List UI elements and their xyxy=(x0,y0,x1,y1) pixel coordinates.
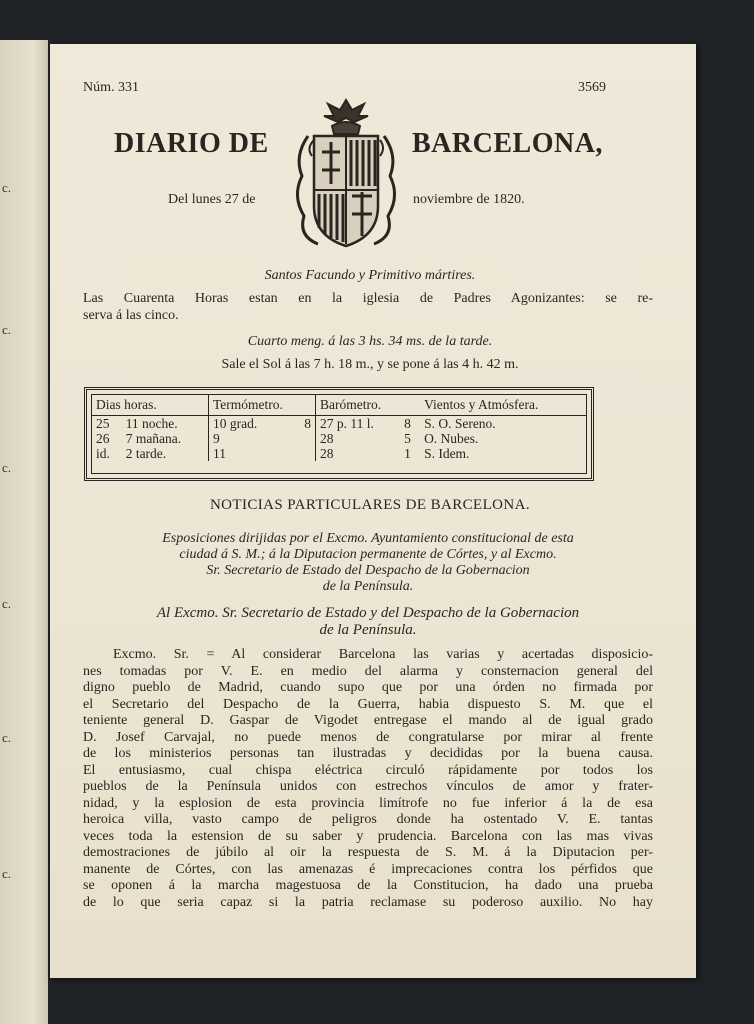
sunrise-sunset: Sale el Sol á las 7 h. 18 m., y se pone á las 4 h. 42 m. xyxy=(221,357,519,372)
body-line: de lo que seria capaz si la patria reclamase su poderoso auxilio. No hay xyxy=(83,894,653,910)
body-line: heroica villa, vasto campo de peligros donde ha ostentado V. E. tantas xyxy=(83,812,653,827)
margin-fragment: c. xyxy=(2,460,12,475)
subtitle-line-2: ciudad á S. M.; á la Diputacion permanente de Córtes, y al Excmo. xyxy=(179,547,557,562)
body-line: teniente general D. Gaspar de Vigodet entregase el mando al de igual grado xyxy=(83,713,653,728)
subtitle-line-1: Esposiciones dirijidas por el Excmo. Ayuntamiento constitucional de esta xyxy=(162,531,574,546)
cell-barometer-fraction: 5 xyxy=(404,431,411,446)
date-left: Del lunes 27 de xyxy=(168,192,256,207)
issue-number: Núm. 331 xyxy=(83,80,139,95)
header-barometer: Barómetro. xyxy=(315,395,420,416)
margin-fragment: c. xyxy=(2,730,12,745)
cell-barometer: 28 xyxy=(315,431,400,446)
table-row xyxy=(92,446,586,461)
cell-barometer: 28 xyxy=(315,446,400,461)
address-line-2: de la Península. xyxy=(319,622,417,638)
table-row xyxy=(92,416,586,432)
cell-thermometer-fraction xyxy=(291,431,315,446)
saints-of-the-day: Santos Facundo y Primitivo mártires. xyxy=(264,268,476,283)
page-number: 3569 xyxy=(578,80,606,95)
cell-thermometer-fraction xyxy=(291,446,315,461)
forty-hours-line-2: serva á las cinco. xyxy=(83,308,179,323)
body-line: El entusiasmo, cual chispa eléctrica circuló rápidamente por todos los xyxy=(83,762,653,778)
cell-barometer: 27 p. 11 l. xyxy=(315,416,400,432)
moon-phase: Cuarto meng. á las 3 hs. 34 ms. de la tarde. xyxy=(247,334,493,349)
cell-thermometer-fraction: 8 xyxy=(304,416,311,431)
header-day-hours: Dias horas. xyxy=(92,395,208,416)
margin-fragment: c. xyxy=(2,322,12,337)
body-line: veces toda la estension de su saber y prudencia. Barcelona con las mas vivas xyxy=(83,828,653,844)
body-line: de los ministerios personas tan ilustradas y decididas por la buena causa. xyxy=(83,746,653,761)
cell-barometer-fraction: 8 xyxy=(404,416,411,431)
header-winds: Vientos y Atmósfera. xyxy=(420,395,586,416)
section-heading: NOTICIAS PARTICULARES DE BARCELONA. xyxy=(209,497,531,513)
body-line: D. Josef Carvajal, no puede menos de congratularse por mirar al frente xyxy=(83,729,653,745)
cell-hour: 2 tarde. xyxy=(125,446,167,461)
cell-winds: O. Nubes. xyxy=(424,431,479,446)
address-line-1: Al Excmo. Sr. Secretario de Estado y del Despacho de la Gobernacion xyxy=(156,605,580,621)
body-line: nidad, y la esplosion de esta provincia limítrofe no fue inferior á la de esa xyxy=(83,795,653,811)
cell-winds: S. O. Sereno. xyxy=(424,416,496,431)
cell-hour: 7 mañana. xyxy=(125,431,182,446)
margin-fragment: c. xyxy=(2,180,12,195)
table-row xyxy=(92,431,586,446)
body-line: demostraciones de júbilo al oir la respuesta de S. M. á la Diputacion per- xyxy=(83,845,653,860)
cell-thermometer: 10 grad. xyxy=(208,416,291,432)
cell-day: 26 xyxy=(96,431,110,446)
body-line: se oponen á la marcha magestuosa de la Constitucion, ha dado una prueba xyxy=(83,878,653,893)
cell-day: id. xyxy=(96,446,110,461)
cell-day: 25 xyxy=(96,416,110,431)
body-line: el Secretario del Despacho de la Guerra, habia dispuesto S. M. que el xyxy=(83,696,653,712)
article-body xyxy=(83,647,653,911)
body-line: pueblos de la Península unidos con estrechos vínculos de amor y frater- xyxy=(83,779,653,794)
forty-hours-line-1: Las Cuarenta Horas estan en la iglesia de Padres Agonizantes: se re- xyxy=(83,291,653,306)
adjacent-page-edge xyxy=(0,40,48,1024)
date-right: noviembre de 1820. xyxy=(413,192,525,207)
cell-hour: 11 noche. xyxy=(125,416,178,431)
masthead-title-left: DIARIO DE xyxy=(114,128,269,159)
header-thermometer: Termómetro. xyxy=(208,395,315,416)
margin-fragment: c. xyxy=(2,866,12,881)
body-line: manente de Córtes, con las amenazas é imprecaciones contra los pérfidos que xyxy=(83,861,653,877)
subtitle-line-3: Sr. Secretario de Estado del Despacho de la Gobernacion xyxy=(206,563,530,578)
weather-table xyxy=(84,387,594,481)
cell-thermometer: 11 xyxy=(208,446,291,461)
body-line: digno pueblo de Madrid, cuando supo que por una órden no firmada por xyxy=(83,680,653,695)
coat-of-arms-icon xyxy=(288,96,404,252)
newspaper-page xyxy=(50,44,696,978)
subtitle-line-4: de la Península. xyxy=(322,579,414,594)
cell-winds: S. Idem. xyxy=(424,446,470,461)
cell-barometer-fraction: 1 xyxy=(404,446,411,461)
masthead-title-right: BARCELONA, xyxy=(412,128,603,159)
cell-thermometer: 9 xyxy=(208,431,291,446)
body-line: Excmo. Sr. = Al considerar Barcelona las varias y acertadas disposicio- xyxy=(113,647,653,662)
body-line: nes tomadas por V. E. en medio del alarma y consternacion general del xyxy=(83,663,653,679)
margin-fragment: c. xyxy=(2,596,12,611)
